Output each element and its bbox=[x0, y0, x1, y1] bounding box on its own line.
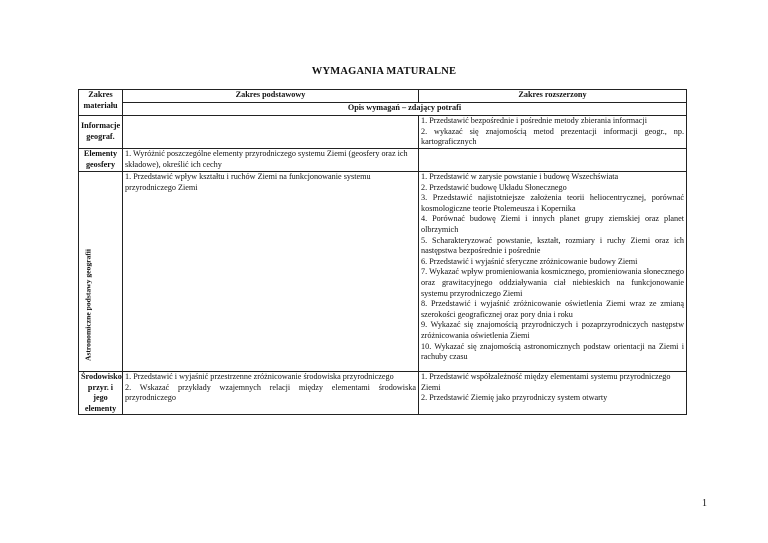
astronomiczne-extended-item: 7. Wykazać wpływ promieniowania kosmicznego, promieniowania słonecznego oraz grawitacyjnego oddziaływania ciał niebieskich na funkcjonowanie systemu przyrodniczego Ziemi bbox=[421, 267, 684, 298]
astronomiczne-extended-item: 1. Przedstawić w zarysie powstanie i budowę Wszechświata bbox=[421, 172, 619, 181]
astronomiczne-extended-item: 6. Przedstawić i wyjaśnić sferyczne zróżnicowanie budowy Ziemi bbox=[421, 256, 638, 266]
row-astronomiczne bbox=[79, 172, 687, 372]
geosfery-basic-cell: 1. Wyróżnić poszczególne elementy przyrodniczego systemu Ziemi (geosfery oraz ich składowe), określić ich cechy bbox=[123, 149, 419, 172]
side-label-astronomiczne: Astronomiczne podstawy geografii bbox=[83, 248, 93, 362]
astronomiczne-extended-cell bbox=[419, 172, 687, 372]
informacje-extended-item: 2. wykazać się znajomością metod prezentacji informacji geogr., np. kartograficznych bbox=[421, 126, 684, 147]
page-title: WYMAGANIA MATURALNE bbox=[311, 66, 457, 77]
row-label-informacje: Informacje geograf. bbox=[79, 116, 123, 149]
requirements-table bbox=[78, 89, 687, 415]
astronomiczne-basic-cell: 1. Przedstawić wpływ kształtu i ruchów Ziemi na funkcjonowanie systemu przyrodniczego Ziemi bbox=[123, 172, 419, 372]
informacje-basic-cell bbox=[123, 116, 419, 149]
page-number: 1 bbox=[702, 498, 707, 509]
informacje-extended-item: 1. Przedstawić bezpośrednie i pośrednie metody zbierania informacji bbox=[421, 116, 647, 125]
row-srodowisko bbox=[79, 372, 687, 415]
row-informacje bbox=[79, 116, 687, 149]
header-extended: Zakres rozszerzony bbox=[419, 90, 687, 103]
srodowisko-basic-item: 2. Wskazać przykłady wzajemnych relacji między elementami środowiska przyrodniczego bbox=[125, 382, 416, 403]
row-geosfery bbox=[79, 149, 687, 172]
astronomiczne-extended-item: 3. Przedstawić najistotniejsze założenia teorii heliocentrycznej, porównać kosmologiczne teorie Ptolemeusza i Kopernika bbox=[421, 193, 684, 213]
astronomiczne-extended-item: 5. Scharakteryzować powstanie, kształt, rozmiary i ruchy Ziemi oraz ich następstwa bezpośrednie i pośrednie bbox=[421, 235, 684, 256]
astronomiczne-extended-item: 8. Przedstawić i wyjaśnić zróżnicowanie oświetlenia Ziemi wraz ze zmianą szerokości geograficznej oraz pory dnia i roku bbox=[421, 299, 684, 319]
srodowisko-basic-item: 1. Przedstawić i wyjaśnić przestrzenne zróżnicowanie środowiska przyrodniczego bbox=[125, 372, 394, 381]
srodowisko-extended-cell bbox=[419, 372, 687, 415]
row-label-geosfery: Elementy geosfery bbox=[79, 149, 123, 172]
astronomiczne-extended-item: 9. Wykazać się znajomością przyrodniczych i pozaprzyrodniczych następstw zróżnicowania oświetlenia Ziemi bbox=[421, 320, 684, 340]
astronomiczne-extended-item: 10. Wykazać się znajomością astronomicznych podstaw orientacji na Ziemi i rachuby czasu bbox=[421, 341, 684, 362]
srodowisko-extended-item: 1. Przedstawić współzależność między elementami systemu przyrodniczego Ziemi bbox=[421, 372, 671, 392]
header-row bbox=[79, 90, 687, 103]
srodowisko-extended-item: 2. Przedstawić Ziemię jako przyrodniczy system otwarty bbox=[421, 393, 608, 403]
astronomiczne-extended-item: 4. Porównać budowę Ziemi i innych planet grupy ziemskiej oraz planet olbrzymich bbox=[421, 214, 684, 234]
header-description: Opis wymagań – zdający potrafi bbox=[123, 103, 687, 116]
description-row bbox=[79, 103, 687, 116]
informacje-extended-cell bbox=[419, 116, 687, 149]
header-materials: Zakres materiału bbox=[79, 90, 123, 116]
srodowisko-basic-cell bbox=[123, 372, 419, 415]
astronomiczne-extended-item: 2. Przedstawić budowę Układu Słonecznego bbox=[421, 182, 567, 192]
row-label-srodowisko: Środowisko przyr. i jego elementy bbox=[79, 372, 123, 415]
header-basic: Zakres podstawowy bbox=[123, 90, 419, 103]
geosfery-extended-cell bbox=[419, 149, 687, 172]
